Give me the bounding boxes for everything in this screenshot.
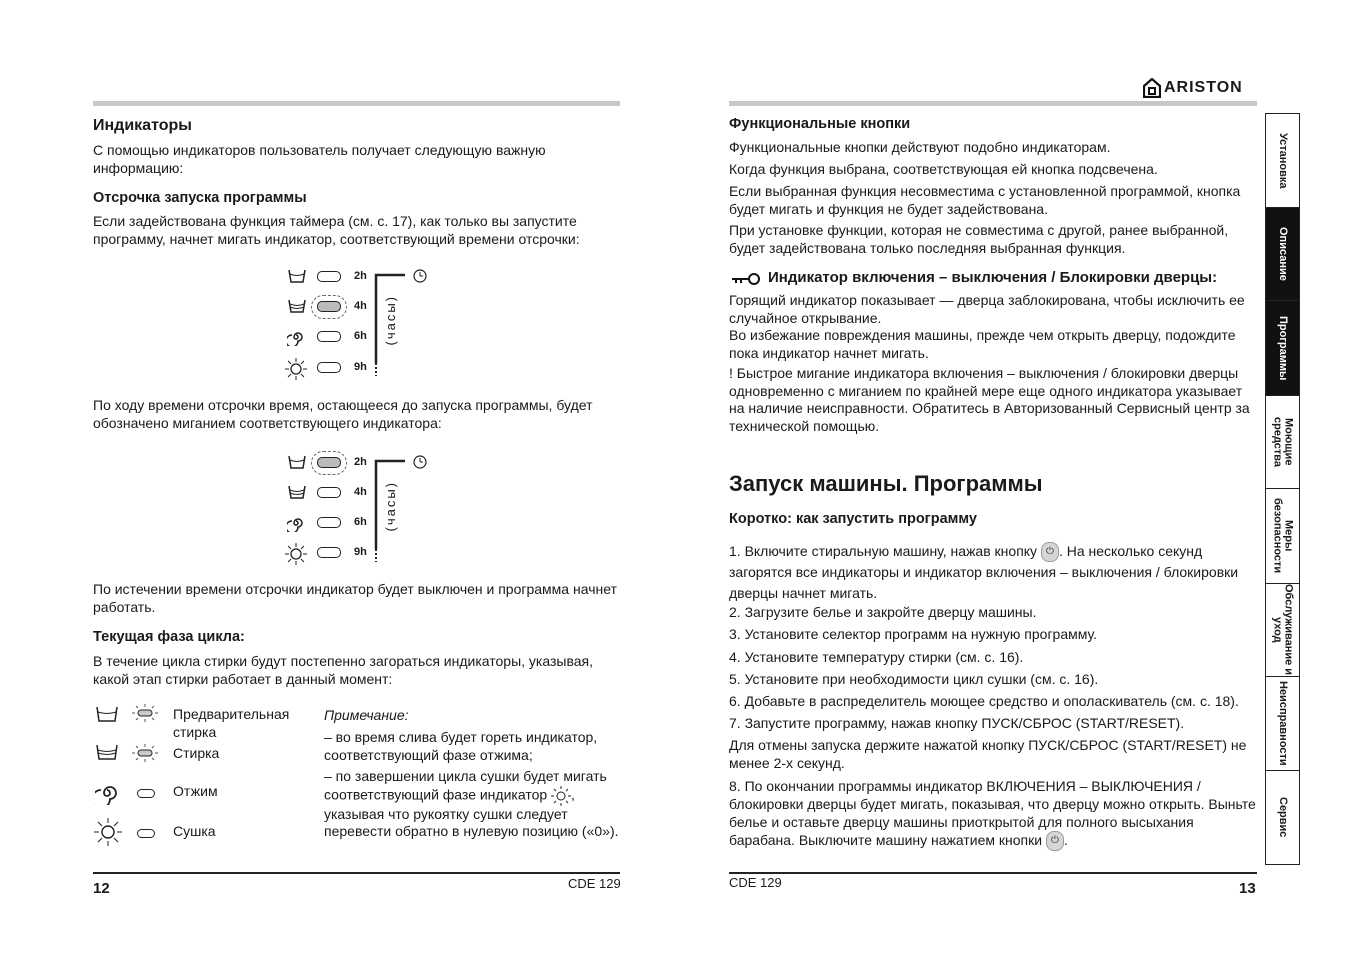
step-7: 7. Запустите программу, нажав кнопку ПУСК/СБРОС (START/RESET). [729,715,1185,731]
func-text-2: Когда функция выбрана, соответствующая ей кнопка подсвечена. [729,161,1158,177]
dry-icon [285,543,307,565]
step-4: 4. Установите температуру стирки (см. с. 16). [729,649,1024,665]
power-button-icon: ⏻ [1046,831,1064,851]
func-text-1: Функциональные кнопки действуют подобно индикаторам. [729,139,1111,155]
dry-icon [285,358,307,380]
blinking-light-icon [130,744,160,762]
heading-phase: Текущая фаза цикла: [93,629,245,645]
end-text: По истечении времени отсрочки индикатор будет выключен и программа начнет работать. [93,581,617,615]
indicator-light [317,517,341,528]
hour-label: 2h [354,456,367,468]
hour-label: 9h [354,361,367,373]
power-button-icon: ⏻ [1041,542,1059,562]
page-number-left: 12 [93,880,110,897]
heading-delay: Отсрочка запуска программы [93,190,307,206]
model-right: CDE 129 [729,875,782,890]
note-1: – во время слива будет гореть индикатор, соответствующий фазе отжима; [324,729,598,763]
lock-text-1: Горящий индикатор показывает — дверца заблокирована, чтобы исключить ее случайное открывание. [729,292,1245,326]
indicator-light-blinking [317,457,341,468]
section-tabs [1265,113,1300,865]
prewash-icon [95,705,119,723]
step-5: 5. Установите при необходимости цикл сушки (см. с. 16). [729,671,1099,687]
bracket-line [370,268,430,378]
spin-icon [95,781,119,805]
note-2: – по завершении цикла сушки будет мигать соответствующий фазе индикатор , указывая что рукоятку сушки следует перевести обратно в нулевую позицию («0»). [324,768,619,839]
lock-text-3: ! Быстрое мигание индикатора включения – выключения / блокировки дверцы одновременно с миганием по крайней мере еще одного индикатора указывает на наличие неисправности. Обратитесь в Авторизованный Сервисный центр за технической помощью. [729,365,1250,434]
hours-caption: (часы) [383,481,398,532]
progress-text: По ходу времени отсрочки время, остающееся до запуска программы, будет обозначено миганием соответствующего индикатора: [93,397,593,431]
note-title: Примечание: [324,707,409,723]
hour-label: 4h [354,300,367,312]
indicator-light [137,829,155,838]
tab-description[interactable]: Описание [1266,208,1299,301]
indicator-light [317,362,341,373]
spin-icon [287,328,305,346]
tab-programs[interactable]: Программы [1266,301,1299,396]
bottom-rule-right [729,872,1257,874]
heading-start: Запуск машины. Программы [729,471,1043,496]
indicator-light [317,487,341,498]
step-6: 6. Добавьте в распределитель моющее средство и ополаскиватель (см. с. 18). [729,693,1239,709]
phase-spin: Отжим [173,783,218,799]
dry-icon [551,786,571,806]
model-left: CDE 129 [568,876,621,891]
phase-wash: Стирка [173,745,220,761]
lock-text-2: Во избежание повреждения машины, прежде чем открыть дверцу, подождите пока индикатор начнет мигать. [729,327,1236,361]
wash-icon [95,743,119,761]
step-1: 1. Включите стиральную машину, нажав кнопку ⏻ . На несколько секунд загорятся все индикаторы и индикатор включения – выключения / блокировки дверцы начнет мигать. [729,543,1239,602]
indicator-light [317,547,341,558]
indicator-light [317,271,341,282]
top-rule-right [729,101,1257,106]
page-number-right: 13 [1239,880,1256,897]
cancel-text: Для отмены запуска держите нажатой кнопку ПУСК/СБРОС (START/RESET) не менее 2-х секунд. [729,737,1247,771]
step-3: 3. Установите селектор программ на нужную программу. [729,626,1098,642]
wash-icon [287,298,307,314]
ariston-logo-icon [1143,78,1161,98]
intro-text: С помощью индикаторов пользователь получает следующую важную информацию: [93,142,546,176]
bottom-rule-left [93,872,620,874]
heading-brief: Коротко: как запустить программу [729,511,977,527]
hour-label: 6h [354,516,367,528]
hour-label: 6h [354,330,367,342]
tab-maintenance[interactable]: Обслуживание и уход [1266,584,1299,677]
top-rule-left [93,101,620,106]
hours-caption: (часы) [383,295,398,346]
indicator-light [137,789,155,798]
dry-icon [94,818,122,846]
step-8: 8. По окончании программы индикатор ВКЛЮЧЕНИЯ – ВЫКЛЮЧЕНИЯ / блокировки дверцы будет мигать, показывая, что дверцу можно открыть. Выньте белье и оставьте дверцу машины приоткрытой для полного высыхания барабана. Выключите машину нажатием кнопки ⏻ . [729,777,1257,851]
heading-lock: Индикатор включения – выключения / Блокировки дверцы: [768,269,1218,286]
spin-icon [287,514,305,532]
indicator-light-blinking [317,301,341,312]
blinking-light-icon [130,704,160,722]
tab-safety[interactable]: Меры безопасности [1266,489,1299,584]
key-icon [731,272,761,286]
step-2: 2. Загрузите белье и закройте дверцу машины. [729,604,1037,620]
phase-dry: Сушка [173,823,216,839]
func-text-3: Если выбранная функция несовместима с установленной программой, кнопка будет мигать и функция не будет задействована. [729,183,1241,217]
phase-text: В течение цикла стирки будут постепенно загораться индикаторы, указывая, какой этап стирки работает в данный момент: [93,653,593,687]
prewash-icon [287,454,307,470]
tab-troubleshooting[interactable]: Неисправности [1266,677,1299,771]
delay-text: Если задействована функция таймера (см. с. 17), как только вы запустите программу, начнет мигать индикатор, соответствующий времени отсрочки: [93,213,580,247]
tab-detergents[interactable]: Моющие средства [1266,396,1299,489]
heading-func: Функциональные кнопки [729,116,911,132]
phase-prewash: Предварительная стирка [173,706,290,740]
hour-label: 9h [354,546,367,558]
tab-service[interactable]: Сервис [1277,797,1289,838]
hour-label: 4h [354,486,367,498]
bracket-line [370,454,430,564]
prewash-icon [287,268,307,284]
func-text-4: При установке функции, которая не совместима с другой, ранее выбранной, будет задействована только последняя выбранная функция. [729,222,1229,256]
wash-icon [287,484,307,500]
hour-label: 2h [354,270,367,282]
tab-installation[interactable]: Установка [1266,114,1299,208]
indicator-light [317,331,341,342]
heading-indicators: Индикаторы [93,117,192,134]
brand-logo: ARISTON [1143,78,1243,98]
